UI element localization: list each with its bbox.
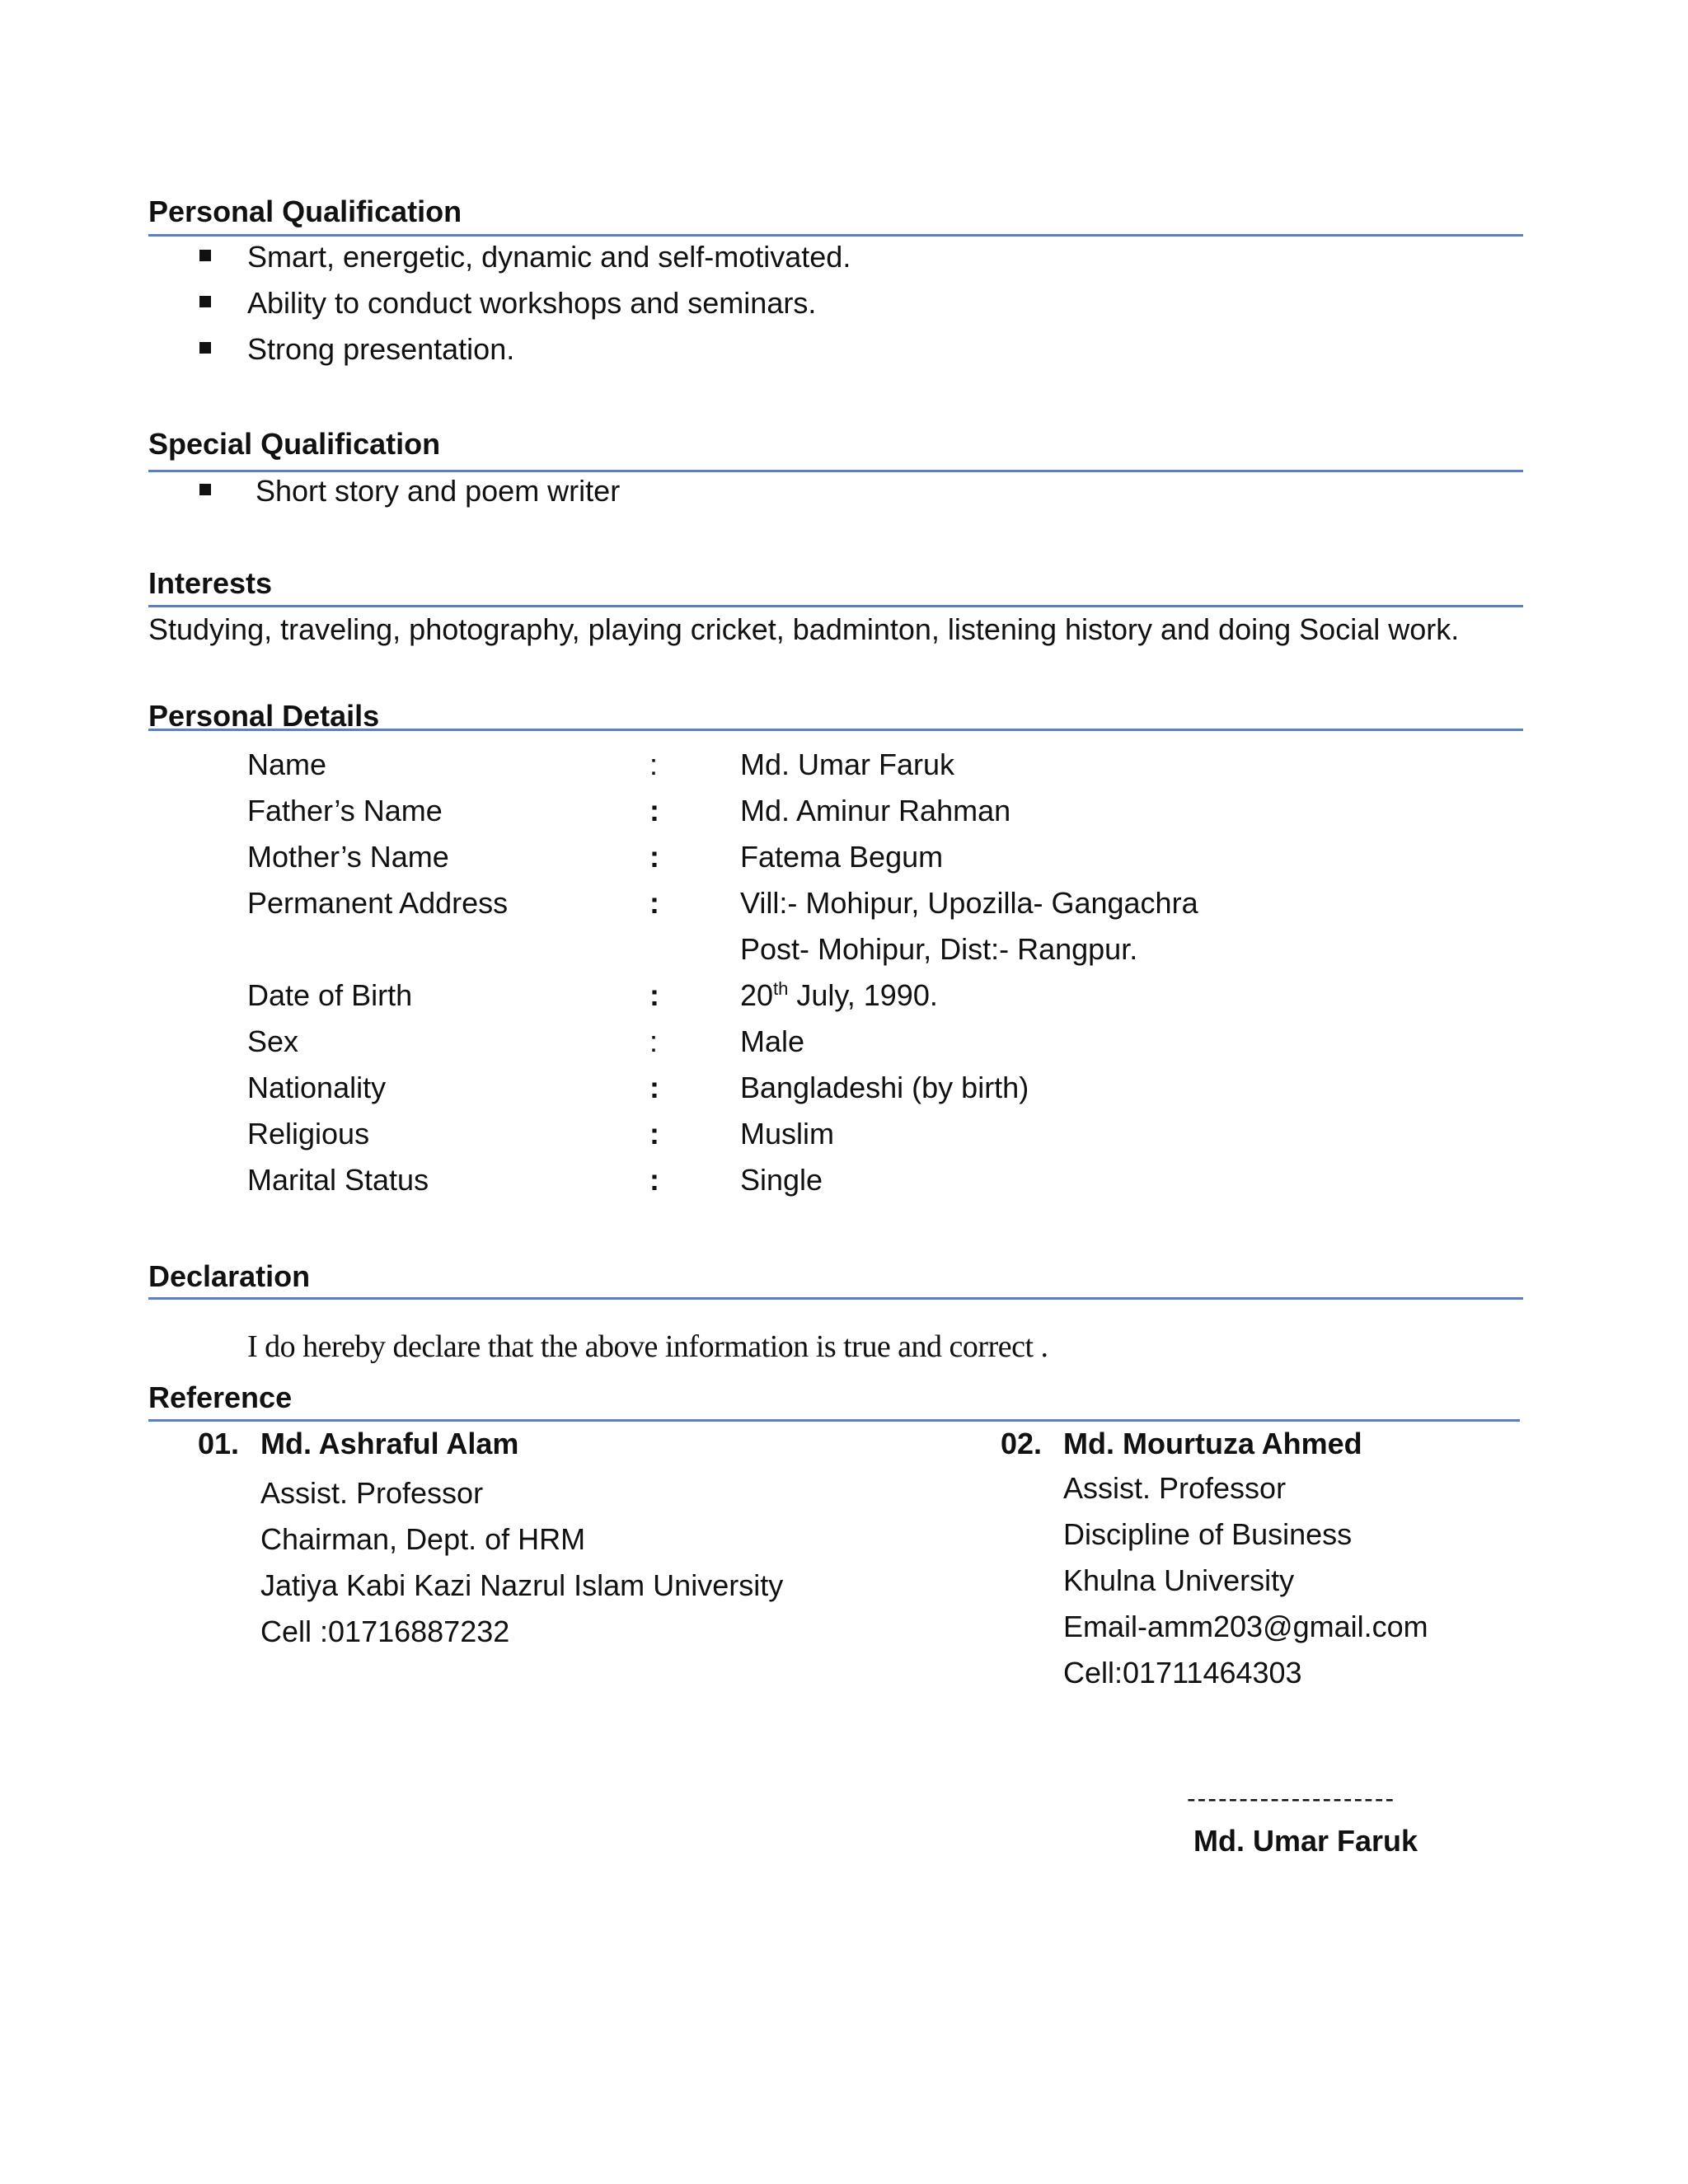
birth-day-suffix: th: [773, 978, 789, 999]
list-item: Short story and poem writer: [198, 468, 620, 514]
detail-separator: :: [649, 1071, 659, 1104]
detail-value: Male: [740, 1024, 805, 1058]
detail-label: Date of Birth: [247, 978, 413, 1012]
address-line: Vill:- Mohipur, Upozilla- Gangachra: [740, 886, 1198, 920]
detail-row-fathers-name: [247, 788, 1319, 834]
detail-value: Fatema Begum: [740, 840, 944, 874]
detail-label: Nationality: [247, 1071, 387, 1104]
address-line: Post- Mohipur, Dist:- Rangpur.: [740, 932, 1138, 966]
detail-value: [740, 880, 1319, 972]
detail-value: Single: [740, 1163, 823, 1197]
reference-heading: Reference: [148, 1380, 293, 1414]
birth-month-year: July, 1990.: [788, 978, 938, 1012]
reference-name: Md. Ashraful Alam: [260, 1427, 519, 1460]
reference-line: Email-amm203@gmail.com: [1063, 1610, 1428, 1643]
list-item: Smart, energetic, dynamic and self-motivated.: [198, 234, 851, 280]
reference-line: Discipline of Business: [1063, 1517, 1353, 1551]
section-divider: [148, 1297, 1523, 1300]
personal-details-heading: Personal Details: [148, 699, 380, 733]
detail-separator: :: [649, 978, 659, 1012]
detail-separator: :: [649, 840, 659, 874]
reference-details: [260, 1470, 783, 1655]
special-qualification-heading: Special Qualification: [148, 427, 441, 461]
reference-line: Khulna University: [1063, 1563, 1295, 1597]
detail-separator: :: [649, 1117, 659, 1151]
declaration-text: I do hereby declare that the above information is true and correct .: [247, 1329, 1048, 1364]
detail-row-mothers-name: [247, 834, 1319, 880]
detail-row-name: [247, 742, 1319, 788]
personal-qualification-heading: Personal Qualification: [148, 194, 462, 228]
detail-label: Permanent Address: [247, 886, 509, 920]
detail-label: Sex: [247, 1024, 299, 1058]
reference-name: Md. Mourtuza Ahmed: [1063, 1427, 1362, 1460]
reference-details: [1063, 1465, 1428, 1696]
detail-separator: :: [649, 886, 659, 920]
detail-label: Religious: [247, 1117, 370, 1151]
detail-row-marital-status: [247, 1157, 1319, 1203]
reference-line: Chairman, Dept. of HRM: [260, 1522, 586, 1556]
detail-value: [740, 972, 1319, 1019]
personal-details-table: [247, 742, 1319, 1203]
reference-line: Jatiya Kabi Kazi Nazrul Islam University: [260, 1568, 784, 1602]
detail-separator: :: [649, 794, 659, 827]
detail-label: Father’s Name: [247, 794, 443, 827]
interests-heading: Interests: [148, 566, 273, 600]
birth-day: 20: [740, 978, 774, 1012]
special-qualification-list: [198, 468, 620, 514]
detail-row-permanent-address: [247, 880, 1319, 972]
detail-value: Md. Umar Faruk: [740, 748, 955, 781]
detail-separator: :: [649, 748, 659, 781]
section-divider: [148, 729, 1523, 731]
detail-row-sex: [247, 1019, 1319, 1065]
detail-label: Marital Status: [247, 1163, 429, 1197]
detail-row-nationality: [247, 1065, 1319, 1111]
detail-value: Bangladeshi (by birth): [740, 1071, 1029, 1104]
interests-text: Studying, traveling, photography, playing cricket, badminton, listening history and doing Social work.: [148, 612, 1460, 646]
section-divider: [148, 605, 1523, 607]
list-item: Strong presentation.: [198, 326, 851, 373]
list-item: Ability to conduct workshops and seminars.: [198, 280, 851, 326]
reference-line: Cell :01716887232: [260, 1615, 510, 1648]
detail-separator: :: [649, 1163, 659, 1197]
reference-line: Assist. Professor: [260, 1476, 484, 1510]
detail-value: Md. Aminur Rahman: [740, 794, 1011, 827]
signature-name: Md. Umar Faruk: [1193, 1824, 1418, 1858]
detail-value: Muslim: [740, 1117, 834, 1151]
reference-number: 02.: [1001, 1427, 1043, 1460]
detail-separator: :: [649, 1024, 659, 1058]
detail-row-date-of-birth: [247, 972, 1319, 1019]
reference-line: Assist. Professor: [1063, 1471, 1287, 1505]
detail-row-religious: [247, 1111, 1319, 1157]
reference-number: 01.: [198, 1427, 240, 1460]
declaration-heading: Declaration: [148, 1259, 311, 1293]
detail-label: Mother’s Name: [247, 840, 449, 874]
reference-line: Cell:01711464303: [1063, 1656, 1302, 1690]
signature-line: --------------------: [1187, 1783, 1396, 1813]
personal-qualification-list: [198, 234, 851, 373]
detail-label: Name: [247, 748, 327, 781]
